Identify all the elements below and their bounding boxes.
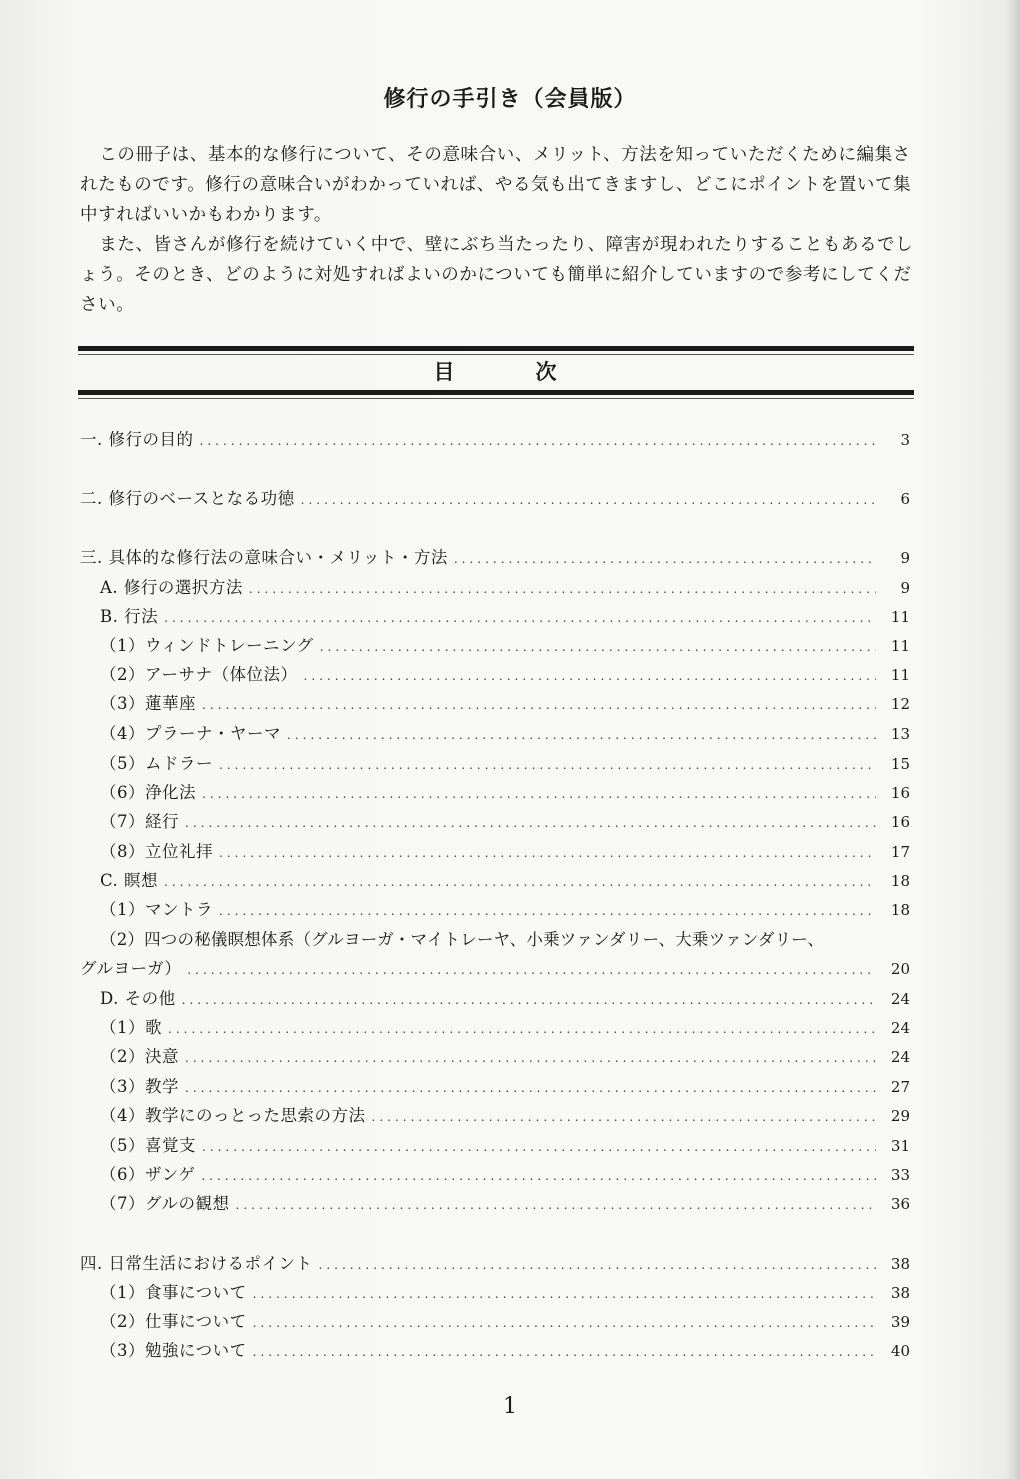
toc-entry-four-systems-line1[interactable]: （2）四つの秘儀瞑想体系（グルヨーガ・マイトレーヤ、小乗ツァンダリー、大乗ツァンダリー、 [100, 930, 825, 949]
toc-entry-resolution[interactable] [80, 1043, 910, 1069]
toc-entry-label: （8）立位礼拝 [100, 842, 213, 861]
toc-entry-page: 9 [900, 549, 910, 567]
toc-entry-page: 11 [890, 637, 910, 655]
toc-entry-page: 24 [890, 1048, 910, 1066]
toc-entry-label: 四. 日常生活におけるポイント [80, 1254, 313, 1273]
toc-entry-zange[interactable] [80, 1161, 910, 1187]
toc-entry-label: D. その他 [100, 989, 176, 1008]
page-number: 1 [503, 1394, 517, 1419]
toc-entry-page: 11 [890, 608, 910, 626]
toc-entry-song[interactable] [80, 1014, 910, 1040]
toc-entry-page: 12 [890, 695, 910, 713]
toc-entry-page: 16 [890, 784, 910, 802]
toc-entry-label: （7）経行 [100, 812, 179, 831]
toc-entry-label: グルヨーガ） [80, 959, 182, 978]
toc-rule-bottom [78, 390, 914, 395]
toc-entry-page: 16 [890, 813, 910, 831]
toc-entry-page: 18 [890, 872, 910, 890]
toc-entry-page: 31 [890, 1137, 910, 1155]
document-title: 修行の手引き（会員版） [383, 87, 637, 112]
toc-entry-label: （6）浄化法 [100, 783, 196, 802]
toc-entry-page: 24 [890, 990, 910, 1008]
toc-entry-guru-visualization[interactable] [80, 1190, 910, 1216]
toc-entry-page: 36 [890, 1195, 910, 1213]
toc-entry-label: 三. 具体的な修行法の意味合い・メリット・方法 [80, 548, 448, 567]
toc-entry-gyoho[interactable] [80, 603, 910, 629]
toc-entry-page: 33 [890, 1166, 910, 1184]
toc-entry-purification[interactable] [80, 779, 910, 805]
toc-rule-bottom-thin [78, 398, 914, 399]
toc-rule-top [78, 346, 914, 351]
toc-entry-mantra[interactable] [80, 896, 910, 922]
toc-entry-lotus[interactable] [80, 690, 910, 716]
toc-entry-label: （4）教学にのっとった思索の方法 [100, 1106, 366, 1125]
toc-entry-label: （1）ウィンドトレーニング [100, 636, 314, 655]
toc-entry-page: 13 [890, 725, 910, 743]
toc-entry-page: 15 [890, 755, 910, 773]
toc-rule-top-thin [78, 354, 914, 355]
toc-entry-page: 27 [890, 1078, 910, 1096]
toc-entry-contemplation[interactable] [80, 1102, 910, 1128]
toc-entry-label: （7）グルの観想 [100, 1194, 230, 1213]
toc-entry-label: （1）マントラ [100, 900, 213, 919]
toc-entry-label: 二. 修行のベースとなる功徳 [80, 489, 295, 508]
toc-entry-label: （3）蓮華座 [100, 694, 196, 713]
toc-entry-page: 39 [890, 1313, 910, 1331]
toc-entry-page: 17 [890, 843, 910, 861]
toc-entry-merit[interactable] [80, 485, 910, 511]
toc-entry-work[interactable] [80, 1308, 910, 1334]
toc-entry-daily-life[interactable] [80, 1250, 910, 1276]
toc-entry-page: 18 [890, 901, 910, 919]
toc-entry-selection[interactable] [80, 574, 910, 600]
intro-text [80, 140, 920, 320]
toc-entry-methods[interactable] [80, 544, 910, 570]
toc-entry-wind-training[interactable] [80, 632, 910, 658]
toc-entry-page: 9 [900, 579, 910, 597]
toc-entry-label: （2）アーサナ（体位法） [100, 665, 298, 684]
toc-entry-label: （2）決意 [100, 1047, 179, 1066]
toc-entry-label: （3）教学 [100, 1077, 179, 1096]
toc-entry-studying[interactable] [80, 1337, 910, 1363]
toc-entry-prostration[interactable] [80, 838, 910, 864]
toc-entry-label: （6）ザンゲ [100, 1165, 196, 1184]
toc-entry-mudra[interactable] [80, 750, 910, 776]
toc-entry-label: （3）勉強について [100, 1341, 247, 1360]
toc-entry-pranayama[interactable] [80, 720, 910, 746]
toc-heading: 目 次 [433, 360, 587, 384]
toc-entry-asana[interactable] [80, 661, 910, 687]
intro-paragraph-2: また、皆さんが修行を続けていく中で、壁にぶち当たったり、障害が現われたりすることもあるでしょう。そのとき、どのように対処すればよいのかについても簡単に紹介していますので参考にしてください。 [80, 235, 914, 315]
toc-entry-page: 24 [890, 1019, 910, 1037]
toc-entry-page: 38 [890, 1255, 910, 1273]
toc-entry-label: A. 修行の選択方法 [100, 578, 243, 597]
toc-entry-label: B. 行法 [100, 607, 159, 626]
toc-entry-label: （4）プラーナ・ヤーマ [100, 724, 281, 743]
toc-entry-page: 20 [890, 960, 910, 978]
toc-entry-meals[interactable] [80, 1279, 910, 1305]
toc-entry-label: （1）歌 [100, 1018, 162, 1037]
toc-entry-page: 6 [900, 490, 910, 508]
toc-entry-other[interactable] [80, 985, 910, 1011]
toc-entry-joy[interactable] [80, 1132, 910, 1158]
toc-entry-purpose[interactable] [80, 426, 910, 452]
toc-entry-label: （5）ムドラー [100, 754, 213, 773]
toc-entry-label: （5）喜覚支 [100, 1136, 196, 1155]
toc-entry-page: 3 [900, 431, 910, 449]
toc-entry-meditation[interactable] [80, 867, 910, 893]
page-edge-shadow [1006, 0, 1020, 1479]
toc-entry-kinhin[interactable] [80, 808, 910, 834]
toc-entry-study[interactable] [80, 1073, 910, 1099]
toc-entry-page: 11 [890, 666, 910, 684]
toc-entry-label: C. 瞑想 [100, 871, 159, 890]
toc-entry-label: 一. 修行の目的 [80, 430, 194, 449]
toc-entry-page: 38 [890, 1284, 910, 1302]
toc-entry-four-systems[interactable] [80, 955, 910, 981]
toc-entry-label: （1）食事について [100, 1283, 247, 1302]
toc-entry-page: 40 [890, 1342, 910, 1360]
toc-entry-label: （2）仕事について [100, 1312, 247, 1331]
toc-entry-page: 29 [890, 1107, 910, 1125]
intro-paragraph-1: この冊子は、基本的な修行について、その意味合い、メリット、方法を知っていただくために編集されたものです。修行の意味合いがわかっていれば、やる気も出てきますし、どこにポイントを置いて集中すればいいかもわかります。 [80, 145, 912, 225]
